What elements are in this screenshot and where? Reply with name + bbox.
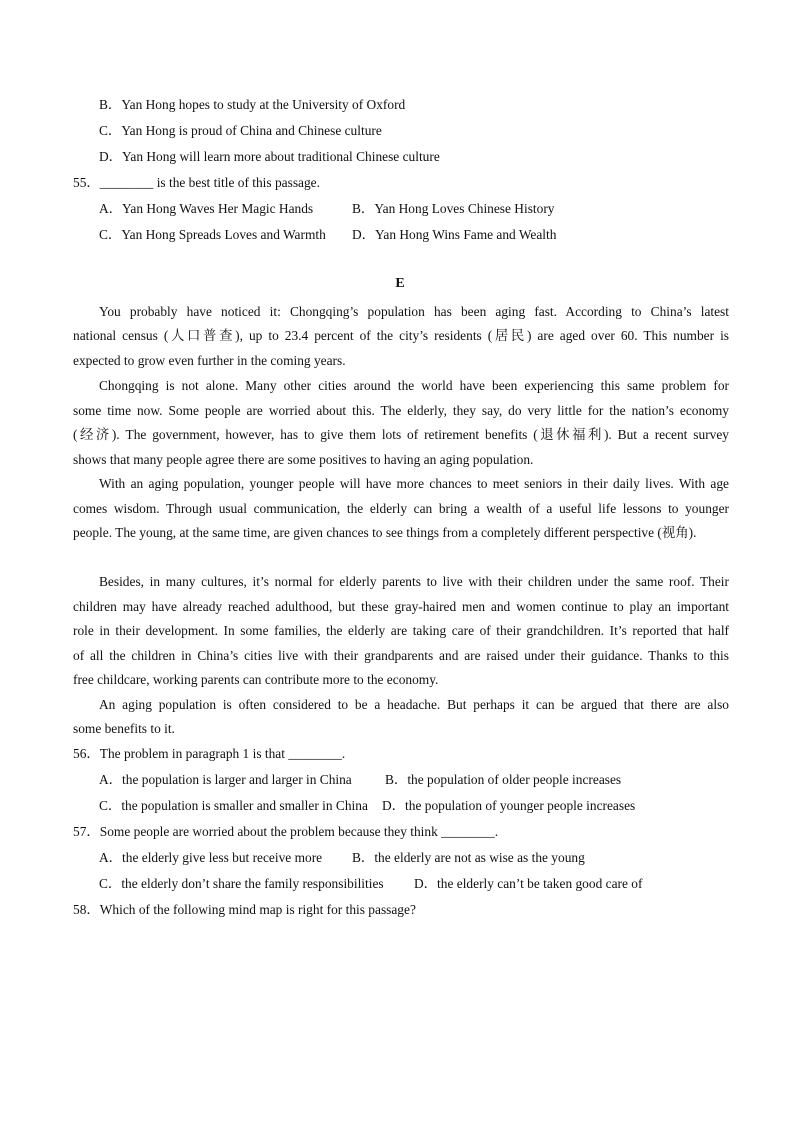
q55-option-c: C．Yan Hong Spreads Loves and Warmth	[99, 227, 326, 242]
passage-line: role in their development. In some families, the elderly are taking care of their grandchildren. It’s reported that half	[73, 623, 729, 638]
q57-option-d: D．the elderly can’t be taken good care of	[414, 876, 643, 891]
q57-stem: 57．Some people are worried about the problem because they think ________.	[73, 824, 499, 839]
q56-option-d: D．the population of younger people increases	[382, 798, 636, 813]
section-title: E	[395, 276, 405, 291]
passage-line: An aging population is often considered to be a headache. But perhaps it can be argued that there are also	[99, 697, 729, 712]
passage-line: comes wisdom. Through usual communication, the elderly can bring a wealth of a useful life lessons to younger	[73, 501, 729, 516]
q57-option-b: B．the elderly are not as wise as the young	[352, 850, 585, 865]
q57-option-c: C．the elderly don’t share the family responsibilities	[99, 876, 384, 891]
q54-option-c: C．Yan Hong is proud of China and Chinese culture	[99, 123, 382, 138]
passage-line: Besides, in many cultures, it’s normal for elderly parents to live with their children under the same roof. Their	[99, 574, 729, 589]
q54-option-d: D．Yan Hong will learn more about traditional Chinese culture	[99, 149, 440, 164]
passage-line: Chongqing is not alone. Many other cities around the world have been experiencing this same problem for	[99, 378, 729, 393]
passage-line: people. The young, at the same time, are given chances to see things from a completely different perspective (视角).	[73, 525, 697, 540]
q57-option-a: A．the elderly give less but receive more	[99, 850, 323, 865]
q58-stem: 58．Which of the following mind map is right for this passage?	[73, 902, 416, 917]
q55-option-d: D．Yan Hong Wins Fame and Wealth	[352, 227, 557, 242]
q55-option-b: B．Yan Hong Loves Chinese History	[352, 201, 555, 216]
q56-option-a: A．the population is larger and larger in China	[99, 772, 352, 787]
passage-line: (经济). The government, however, has to give them lots of retirement benefits (退休福利). But a recent survey	[73, 427, 729, 442]
passage-line: You probably have noticed it: Chongqing’s population has been aging fast. According to China’s latest	[99, 304, 729, 319]
passage-line: some benefits to it.	[73, 721, 175, 736]
q54-option-b: B．Yan Hong hopes to study at the University of Oxford	[99, 97, 406, 112]
q56-option-b: B．the population of older people increases	[385, 772, 622, 787]
q55-stem: 55．________ is the best title of this passage.	[73, 175, 320, 190]
passage-line: of all the children in China’s cities live with their grandparents and are raised under their guidance. Thanks to this	[73, 648, 729, 663]
passage-line: free childcare, working parents can contribute more to the economy.	[73, 672, 439, 687]
q56-option-c: C．the population is smaller and smaller in China	[99, 798, 368, 813]
passage-line: children may have already reached adulthood, but these gray-haired men and women continue to play an important	[73, 599, 729, 614]
passage-line: some time now. Some people are worried about this. The elderly, they say, do very little for the nation’s economy	[73, 403, 729, 418]
q55-option-a: A．Yan Hong Waves Her Magic Hands	[99, 201, 314, 216]
q56-stem: 56．The problem in paragraph 1 is that ________.	[73, 746, 346, 761]
passage-line: expected to grow even further in the coming years.	[73, 353, 346, 368]
passage-line: shows that many people agree there are some positives to having an aging population.	[73, 452, 534, 467]
passage-line: With an aging population, younger people will have more chances to meet seniors in their daily lives. With age	[99, 476, 729, 491]
passage-line: national census (人口普查), up to 23.4 percent of the city’s residents (居民) are aged over 60. This number is	[73, 328, 729, 343]
